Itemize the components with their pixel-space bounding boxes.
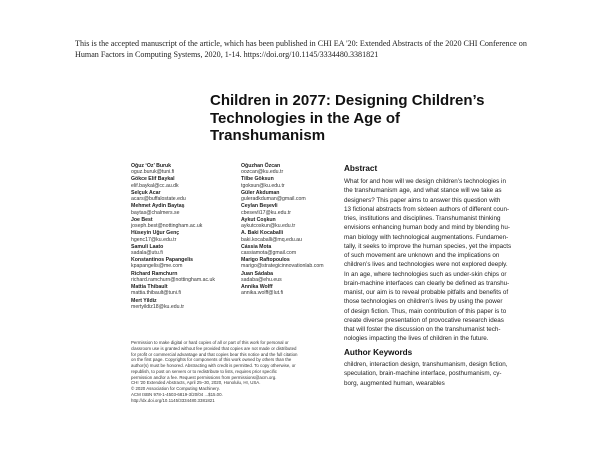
- author-name: Ceylan Beşevli: [241, 203, 278, 210]
- permission-statement: [131, 340, 331, 403]
- author-name: Richard Ramchurn: [131, 270, 178, 277]
- abstract-line: create diverse presentation of provocative research ideas: [344, 316, 504, 324]
- keywords-line: speculation, brain-machine interface, posthumanism, cy-: [344, 370, 502, 378]
- abstract-line: In an age, where technologies such as under-skin chips or: [344, 270, 507, 278]
- paper-title: [210, 92, 530, 145]
- abstract-line: that will foster the discussion on the transhumanist tech-: [344, 326, 501, 333]
- keywords-body: [344, 360, 539, 388]
- permission-line: © 2020 Association for Computing Machinery.: [131, 386, 220, 391]
- author-name: Mehmet Aydin Baytaş: [131, 203, 185, 210]
- author-name: Aykut Coşkun: [241, 216, 276, 223]
- abstract-line: envisions enhancing human body and mind by blending hu-: [344, 224, 510, 232]
- author-email: marigo@strategicinnovationlab.com: [241, 263, 324, 270]
- abstract-line: children’s lives and technologies were not explored deeply.: [344, 261, 508, 269]
- permission-line: author(s) must be honored. Abstracting with credit is permitted. To copy otherwise, or: [131, 363, 296, 368]
- author-entry: [241, 257, 341, 269]
- author-email: oguz.buruk@tuni.fi: [131, 169, 175, 176]
- author-name: Tilbe Göksun: [241, 176, 274, 183]
- author-entry: [241, 217, 341, 229]
- author-entry: [241, 244, 341, 256]
- author-name: Marigo Raftopoulos: [241, 257, 290, 264]
- author-entry: [131, 190, 231, 202]
- author-entry: [131, 298, 231, 310]
- author-name: Gökce Elif Baykal: [131, 176, 175, 183]
- author-entry: [241, 203, 341, 215]
- abstract-line: man biology with technological augmentations. Fundamen-: [344, 233, 509, 241]
- author-entry: [241, 176, 341, 188]
- abstract-line: brain-machine interfaces can clearly be defined as transhu-: [344, 279, 510, 287]
- permission-line: http://dx.doi.org/10.1145/3334480.3381821: [131, 397, 215, 403]
- author-entry: [131, 244, 231, 256]
- title-line: Transhumanism: [210, 127, 326, 144]
- title-line: Children in 2077: Designing Children’s: [210, 92, 485, 109]
- author-email: cassiamota@gmail.com: [241, 250, 297, 256]
- author-email: sadala@utu.fi: [131, 250, 163, 256]
- author-entry: [241, 230, 341, 242]
- permission-line: permission and/or a fee. Request permissions from permissions@acm.org.: [131, 374, 277, 380]
- author-email: mertyildiz18@ku.edu.tr: [131, 303, 185, 310]
- author-name: Cássia Mota: [241, 243, 272, 250]
- author-name: Mert Yildiz: [131, 297, 157, 304]
- author-email: richard.ramchurn@nottingham.ac.uk: [131, 276, 215, 283]
- author-email: acars@buffalostate.edu: [131, 196, 186, 203]
- author-entry: [131, 230, 231, 242]
- author-email: baki.kocaballi@mq.edu.au: [241, 236, 302, 243]
- author-email: guleradkduman@gmail.com: [241, 196, 306, 203]
- author-entry: [241, 190, 341, 202]
- permission-line: for profit or commercial advantage and that copies bear this notice and the full citation: [131, 351, 298, 357]
- author-entry: [131, 284, 231, 296]
- author-entry: [131, 203, 231, 215]
- author-email: kpapangelis@me.com: [131, 263, 183, 270]
- abstract-line: tally, it seeks to improve the human species, yet the impacts: [344, 242, 512, 250]
- abstract-body: [344, 177, 539, 344]
- author-name: Annika Wolff: [241, 284, 273, 291]
- author-entry: [131, 217, 231, 229]
- author-email: baytas@chalmers.se: [131, 209, 180, 216]
- author-entry: [241, 163, 341, 175]
- author-email: hgenc17@ku.edu.tr: [131, 236, 177, 243]
- author-entry: [241, 271, 341, 283]
- author-entry: [241, 284, 341, 296]
- author-name: Güler Akduman: [241, 189, 280, 196]
- author-column-left: [131, 163, 231, 311]
- abstract-line: the transhumanism age, and what stance will we take as: [344, 187, 502, 195]
- author-column-right: [241, 163, 341, 298]
- author-name: Mattia Thibault: [131, 284, 168, 291]
- abstract-line: nologies impacting the lives of children in the future.: [344, 335, 489, 343]
- author-name: Hüseyin Uğur Genç: [131, 230, 180, 237]
- author-email: annika.wolff@lut.fi: [241, 290, 284, 297]
- abstract-line: manist, our aim is to reveal probable pitfalls and benefits of: [344, 289, 509, 296]
- abstract-line: designers? This paper aims to answer this question with: [344, 196, 501, 204]
- author-email: cbesevli17@ku.edu.tr: [241, 209, 291, 216]
- abstract-line: 13 fictional abstracts from sixteen authors of different coun-: [344, 205, 510, 213]
- keywords-heading: Author Keywords: [344, 348, 413, 357]
- abstract-line: of such movement are unknown and the implications on: [344, 252, 500, 259]
- permission-line: ACM ISBN 978-1-4503-6819-3/20/04 ...$15.00.: [131, 391, 223, 397]
- author-name: Oğuz ‘Oz’ Buruk: [131, 163, 172, 169]
- author-email: oozcan@ku.edu.tr: [241, 169, 284, 176]
- permission-line: on the first page. Copyrights for components of this work owned by others than the: [131, 357, 292, 363]
- keywords-line: children, interaction design, transhumanism, design fiction,: [344, 361, 508, 368]
- author-email: tgoksun@ku.edu.tr: [241, 182, 285, 189]
- permission-line: classroom use is granted without fee provided that copies are not made or distributed: [131, 345, 297, 351]
- author-email: sadaba@ehu.eus: [241, 276, 282, 283]
- permission-line: CHI '20 Extended Abstracts, April 25–30, 2020, Honolulu, HI, USA.: [131, 380, 261, 386]
- title-line: Technologies in the Age of: [210, 109, 401, 127]
- abstract-heading: Abstract: [344, 164, 378, 173]
- author-name: Joe Best: [131, 216, 153, 223]
- author-name: Konstantinos Papangelis: [131, 257, 193, 264]
- permission-line: Permission to make digital or hard copies of all or part of this work for personal or: [131, 340, 289, 345]
- author-email: elif.baykal@cc.au.dk: [131, 182, 179, 189]
- abstract-line: those technologies on children’s lives by using the power: [344, 298, 503, 306]
- author-name: Selçuk Acar: [131, 189, 161, 196]
- author-email: mattia.thibault@tuni.fi: [131, 290, 181, 297]
- author-name: A. Baki Kocaballi: [241, 230, 284, 237]
- abstract-line: tries, institutions and disciplines. Transhumanist thinking: [344, 215, 501, 222]
- author-name: Juan Sádaba: [241, 270, 274, 277]
- abstract-line: What for and how will we design children’s technologies in: [344, 178, 506, 185]
- author-email: joseph.best@nottingham.ac.uk: [131, 223, 203, 230]
- author-entry: [131, 163, 231, 175]
- author-name: Samuli Laato: [131, 243, 164, 250]
- author-entry: [131, 271, 231, 283]
- author-name: Oğuzhan Özcan: [241, 163, 281, 169]
- author-entry: [131, 257, 231, 269]
- manuscript-notice: This is the accepted manuscript of the article, which has been published in CHI EA '20: Extended Abstracts of the 2020 CHI Conference on Human Factors in Computing Systems, 2020, 1-14. https://doi.org/10.1145/3334480.3381821: [75, 39, 527, 59]
- abstract-line: of design fiction. Thus, main contribution of this paper is to: [344, 307, 507, 315]
- author-entry: [131, 176, 231, 188]
- author-email: aykutcoskun@ku.edu.tr: [241, 223, 296, 230]
- keywords-line: borg, augmented human, wearables: [344, 379, 445, 387]
- permission-line: republish, to post on servers or to redistribute to lists, requires prior specific: [131, 368, 277, 374]
